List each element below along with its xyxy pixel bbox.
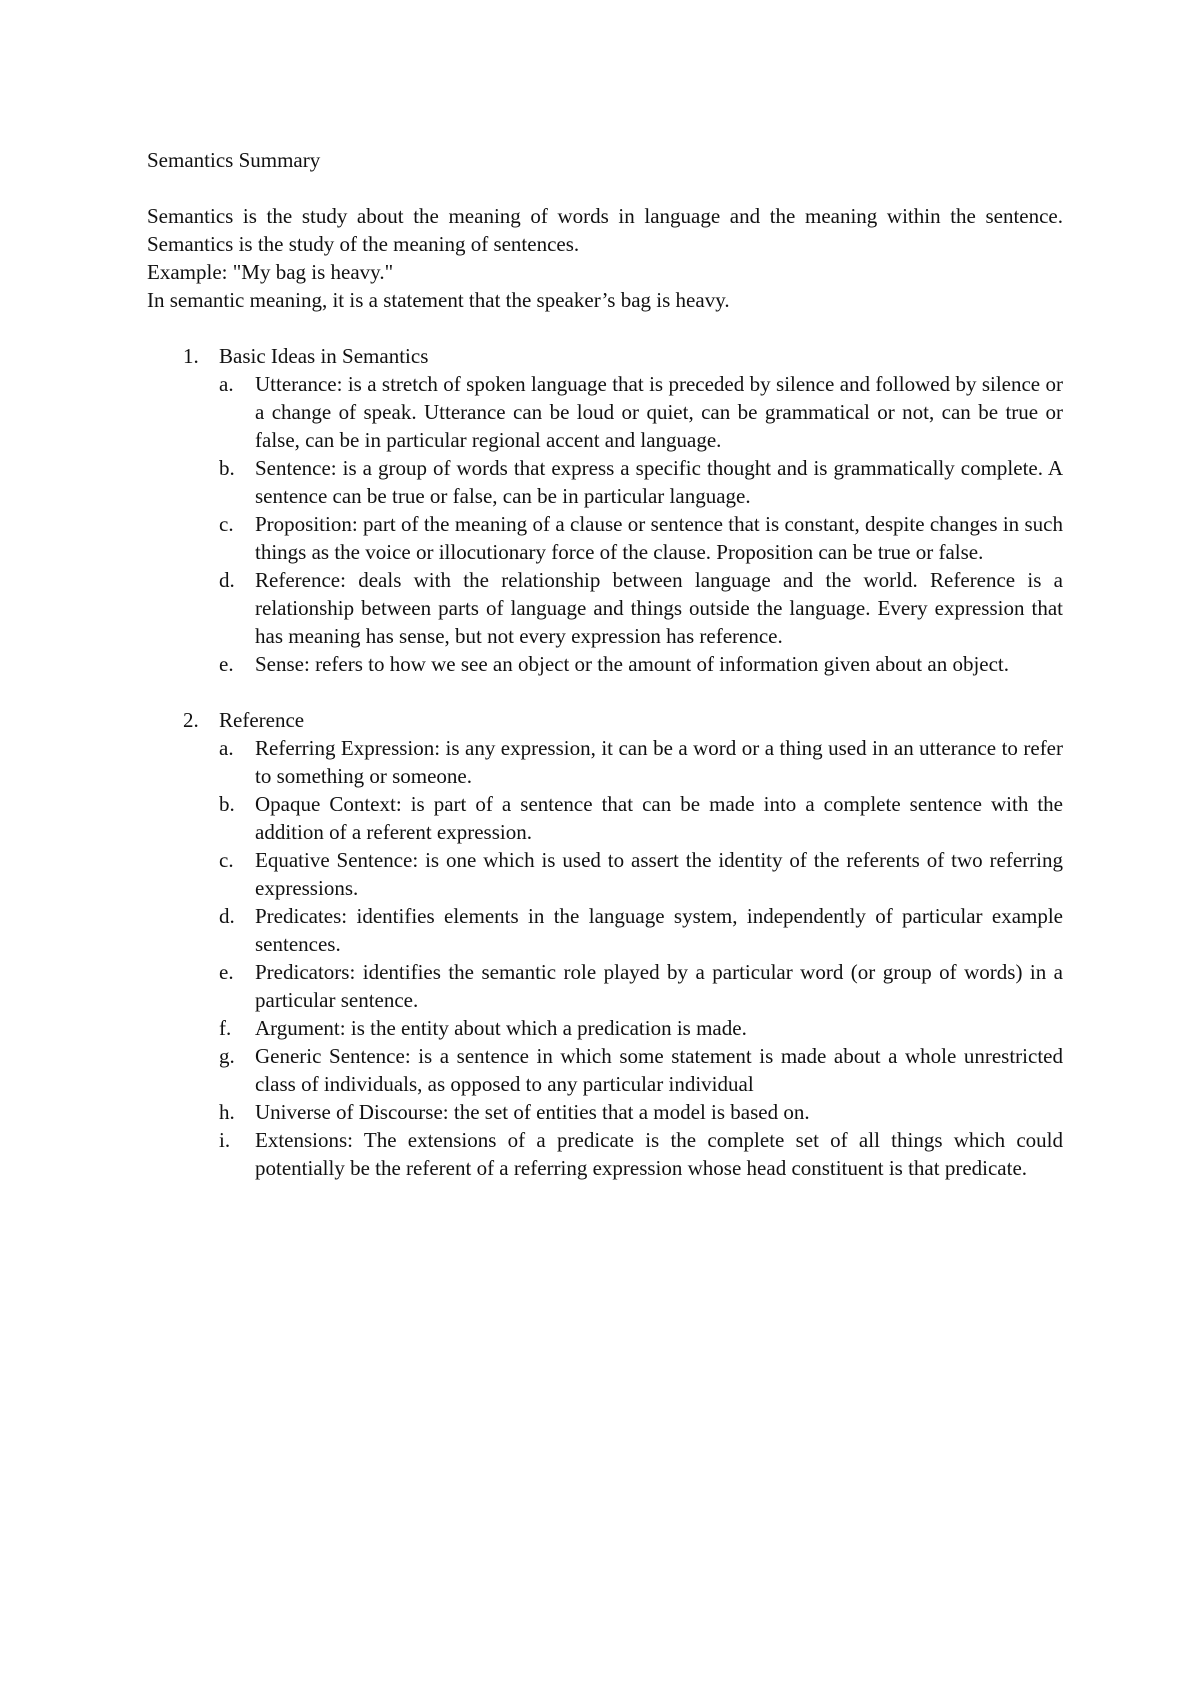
- list-item-text: Opaque Context: is part of a sentence that can be made into a complete sentence with the addition of a referent expression.: [255, 792, 1063, 844]
- list-item-text: Referring Expression: is any expression, it can be a word or a thing used in an utterance to refer to something or someone.: [255, 736, 1063, 788]
- page-title: Semantics Summary: [147, 148, 321, 172]
- list-item-text: Equative Sentence: is one which is used to assert the identity of the referents of two referring expressions.: [255, 848, 1063, 900]
- section-title: Reference: [219, 708, 305, 732]
- list-item-text: Generic Sentence: is a sentence in which some statement is made about a whole unrestricted class of individuals, as opposed to any particular individual: [255, 1044, 1063, 1096]
- list-item-letter: d.: [219, 904, 235, 928]
- section-heading: [147, 706, 1063, 734]
- list-item-letter: i.: [219, 1128, 231, 1152]
- list-item: [147, 846, 1063, 902]
- list-item-text: Utterance: is a stretch of spoken language that is preceded by silence and followed by silence or a change of speak. Utterance can be loud or quiet, can be grammatical or not, can be true or false, can be in particular regional accent and language.: [255, 372, 1063, 452]
- list-item-text: Predicates: identifies elements in the language system, independently of particular example sentences.: [255, 904, 1063, 956]
- list-item: [147, 1126, 1063, 1182]
- list-item-text: Reference: deals with the relationship between language and the world. Reference is a relationship between parts of language and things outside the language. Every expression that has meaning has sense, but not every expression has reference.: [255, 568, 1063, 648]
- section-basic-ideas: [147, 342, 1063, 678]
- list-item-letter: a.: [219, 736, 234, 760]
- list-item: [147, 790, 1063, 846]
- list-item-letter: b.: [219, 456, 235, 480]
- list-item: [147, 1098, 1063, 1126]
- list-item-letter: c.: [219, 512, 234, 536]
- section-item-list: [147, 370, 1063, 678]
- list-item-text: Argument: is the entity about which a predication is made.: [255, 1016, 747, 1040]
- intro-section: [147, 202, 1063, 314]
- section-reference: [147, 706, 1063, 1182]
- section-heading: [147, 342, 1063, 370]
- list-item: [147, 734, 1063, 790]
- intro-example: Example: "My bag is heavy.": [147, 260, 394, 284]
- list-item-text: Extensions: The extensions of a predicate is the complete set of all things which could potentially be the referent of a referring expression whose head constituent is that predicate.: [255, 1128, 1063, 1180]
- list-item-letter: d.: [219, 568, 235, 592]
- list-item-letter: f.: [219, 1016, 232, 1040]
- list-item-letter: e.: [219, 960, 234, 984]
- list-item-letter: b.: [219, 792, 235, 816]
- list-item-text: Predicators: identifies the semantic role played by a particular word (or group of words) in a particular sentence.: [255, 960, 1063, 1012]
- section-number: 2.: [183, 708, 199, 732]
- list-item-text: Universe of Discourse: the set of entities that a model is based on.: [255, 1100, 810, 1124]
- list-item: [147, 1042, 1063, 1098]
- section-title: Basic Ideas in Semantics: [219, 344, 429, 368]
- list-item: [147, 902, 1063, 958]
- intro-paragraph: Semantics is the study about the meaning of words in language and the meaning within the sentence. Semantics is the study of the meaning of sentences.: [147, 204, 1063, 256]
- list-item: [147, 510, 1063, 566]
- list-item: [147, 454, 1063, 510]
- list-item: [147, 1014, 1063, 1042]
- document-body: [147, 146, 1063, 1182]
- section-item-list: [147, 734, 1063, 1182]
- list-item: [147, 370, 1063, 454]
- list-item-text: Proposition: part of the meaning of a clause or sentence that is constant, despite changes in such things as the voice or illocutionary force of the clause. Proposition can be true or false.: [255, 512, 1063, 564]
- list-item: [147, 650, 1063, 678]
- list-item-letter: h.: [219, 1100, 235, 1124]
- section-number: 1.: [183, 344, 199, 368]
- list-item-text: Sense: refers to how we see an object or the amount of information given about an object.: [255, 652, 1010, 676]
- list-item-letter: a.: [219, 372, 234, 396]
- list-item-letter: g.: [219, 1044, 235, 1068]
- list-item: [147, 566, 1063, 650]
- list-item-letter: e.: [219, 652, 234, 676]
- list-item-letter: c.: [219, 848, 234, 872]
- list-item-text: Sentence: is a group of words that express a specific thought and is grammatically complete. A sentence can be true or false, can be in particular language.: [255, 456, 1063, 508]
- list-item: [147, 958, 1063, 1014]
- intro-explanation: In semantic meaning, it is a statement that the speaker’s bag is heavy.: [147, 288, 730, 312]
